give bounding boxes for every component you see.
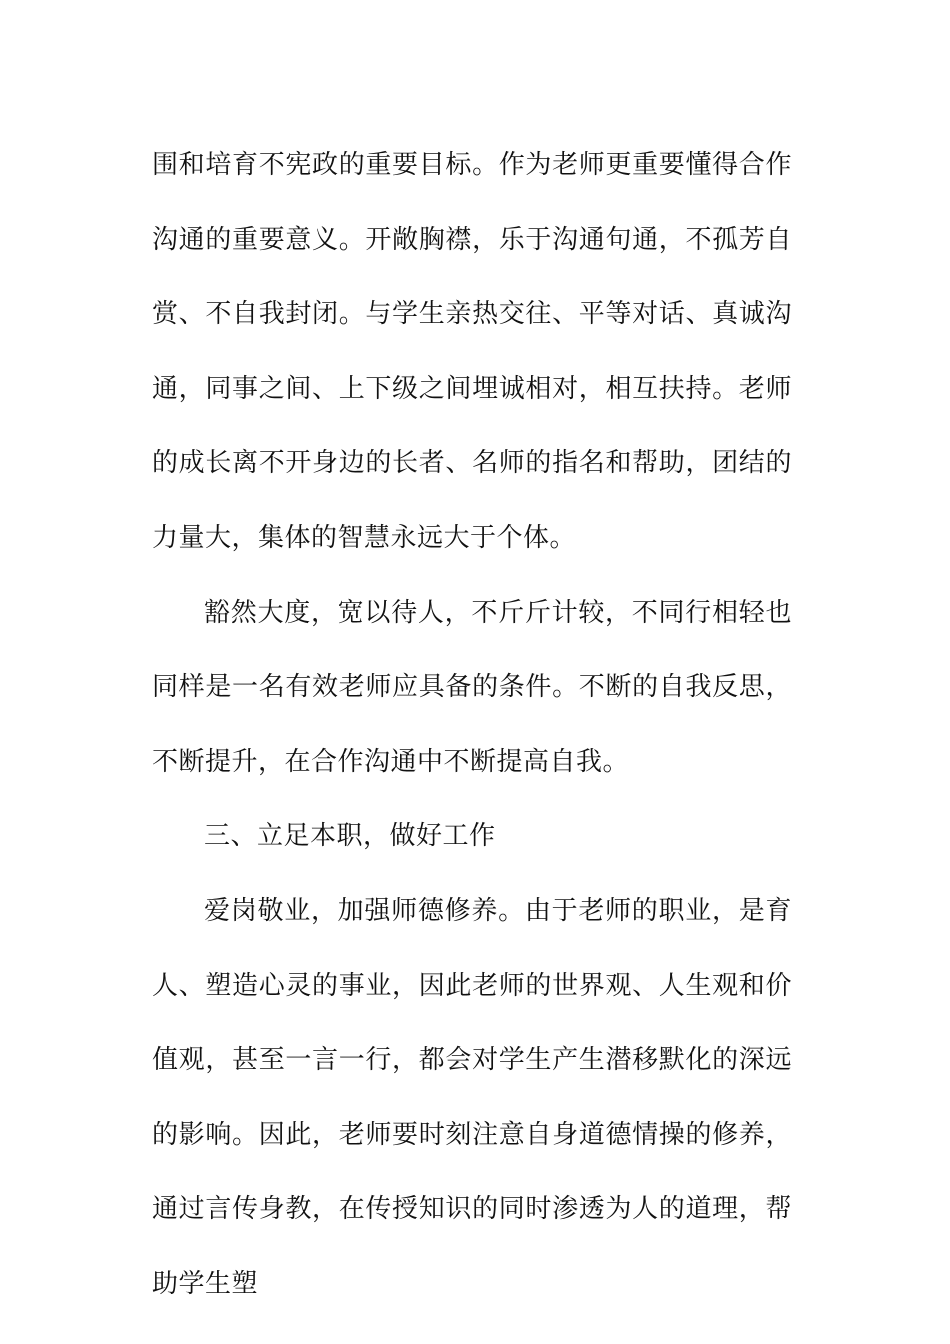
paragraph-continued: 围和培育不宪政的重要目标。作为老师更重要懂得合作沟通的重要意义。开敞胸襟，乐于沟通句通，不孤芳自赏、不自我封闭。与学生亲热交往、平等对话、真诚沟通，同事之间、上下级之间埋诚相对，相互扶持。老师的成长离不开身边的长者、名师的指名和帮助，团结的力量大，集体的智慧永远大于个体。 xyxy=(152,150,792,553)
section-heading: 三、立足本职，做好工作 xyxy=(204,821,496,852)
paragraph-dedication: 爱岗敬业，加强师德修养。由于老师的职业，是育人、塑造心灵的事业，因此老师的世界观、人生观和价值观，甚至一言一行，都会对学生产生潜移默化的深远的影响。因此，老师要时刻注意自身道德情操的修养，通过言传身教，在传授知识的同时渗透为人的道理，帮助学生塑 xyxy=(152,895,792,1299)
document-body xyxy=(152,128,792,1322)
paragraph-tolerance: 豁然大度，宽以待人，不斤斤计较，不同行相轻也同样是一名有效老师应具备的条件。不断的自我反思，不断提升，在合作沟通中不断提高自我。 xyxy=(152,597,792,777)
